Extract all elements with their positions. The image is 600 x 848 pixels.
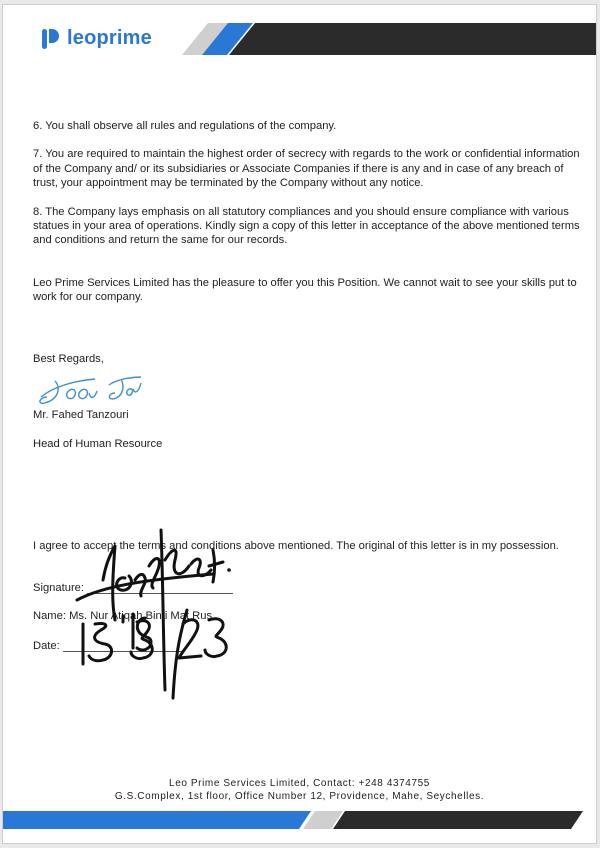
logo-icon xyxy=(41,28,61,50)
name-label: Name: xyxy=(33,610,66,622)
footer-banner xyxy=(3,809,597,829)
acceptance-statement: I agree to accept the terms and conditions above mentioned. The original of this letter is in my possession. xyxy=(33,540,559,552)
closing-regards: Best Regards, xyxy=(33,353,104,365)
footer-address: G.S.Complex, 1st floor, Office Number 12, Providence, Mahe, Seychelles. xyxy=(114,791,485,802)
signer-name: Mr. Fahed Tanzouri xyxy=(33,409,129,421)
offer-paragraph: Leo Prime Services Limited has the pleasure to offer you this Position. We cannot wait to see your skills put to work for our company. xyxy=(33,276,577,304)
clause-6: 6. You shall observe all rules and regulations of the company. xyxy=(33,120,337,132)
date-label: Date: xyxy=(33,640,60,652)
clause-8: 8. The Company lays emphasis on all statutory compliances and you should ensure compliance with various statues in your area of operations. Kindly sign a copy of this letter in acceptance of the above mentioned terms and conditions and return the same for our records. xyxy=(33,205,580,247)
hr-signature xyxy=(33,369,153,409)
name-value: Ms. Nur Atiqah Binti Mat Rus xyxy=(69,610,213,622)
letterhead xyxy=(3,5,596,61)
letter-footer xyxy=(3,777,596,803)
signer-role: Head of Human Resource xyxy=(33,438,163,450)
company-logo xyxy=(41,27,152,50)
logo-wordmark: leoprime xyxy=(67,27,152,49)
clause-7: 7. You are required to maintain the highest order of secrecy with regards to the work or confidential information of the Company and/ or its subsidiaries or Associate Companies if there is any and in case of any breach of trust, your appointment may be terminated by the Company without any notice. xyxy=(33,148,580,190)
letter-page xyxy=(2,4,597,844)
signature-label: Signature: xyxy=(33,582,84,594)
footer-contact: Leo Prime Services Limited, Contact: +248 4374755 xyxy=(169,778,430,789)
letter-body xyxy=(33,119,581,319)
applicant-signature-and-date xyxy=(63,520,253,700)
